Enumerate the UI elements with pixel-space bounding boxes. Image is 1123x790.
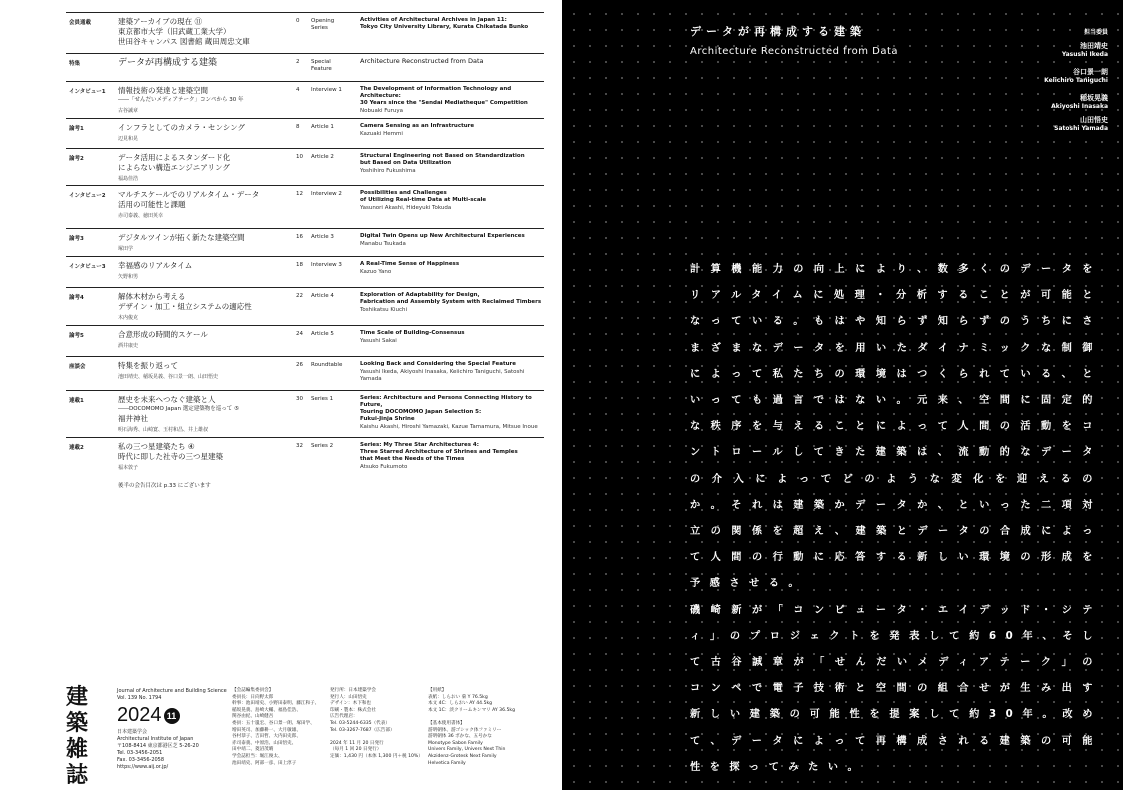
- toc-series: Article 3: [311, 234, 334, 240]
- toc-category: 論考5: [69, 333, 84, 339]
- toc-en-title: Possibilities and Challenges of Utilizing Real-time Data at Multi-scale Yasunori Akashi, Hideyuki Tokuda: [360, 190, 544, 212]
- feature-subtitle: Architecture Reconstructed from Data: [690, 46, 899, 57]
- toc-jp-title: 幸福感のリアルタイム 矢野和男: [118, 261, 288, 282]
- journal-name: Journal of Architecture and Building Science Vol. 139 No. 1794: [117, 688, 227, 701]
- toc-en-title: Structural Engineering not Based on Standardization but Based on Data Utilization Yoshihiro Fukushima: [360, 153, 544, 175]
- toc-en-title: Series: Architecture and Persons Connecting History to Future, Touring DOCOMOMO Japan Selection 5: Fukui-Jinja Shrine Kaishu Akashi, Hiroshi Yamazaki, Kazue Tamamura, Mitsue Inoue: [360, 395, 544, 431]
- toc-jp-title: 解体木材から考える デザイン・加工・組立システムの適応性 木内俊克: [118, 292, 288, 323]
- issue-year: 2024 11: [117, 704, 180, 727]
- toc-en-title: A Real-Time Sense of Happiness Kazuo Yano: [360, 261, 544, 276]
- toc-jp-author: 池田靖史、稲坂晃義、谷口景一朗、山田悟史: [118, 374, 219, 380]
- feature-intro-page: [562, 0, 1123, 790]
- editor: 谷口景一朗 Keiichiro Taniguchi: [1044, 68, 1108, 84]
- toc-jp-author: 塚田学: [118, 246, 134, 252]
- toc-row[interactable]: [66, 81, 544, 114]
- toc-category: インタビュー3: [69, 264, 106, 270]
- toc-en-author: Yasunori Akashi, Hideyuki Tokuda: [360, 205, 452, 211]
- publisher-info: 日本建築学会 Architectural Institute of Japan 〒108-8414 東京都港区芝 5-26-20 Tel. 03-3456-2051 Fax. 03-3456-2058 https://www.aij.or.jp/: [117, 729, 199, 770]
- toc-en-author: Kaishu Akashi, Hiroshi Yamazaki, Kazue Tamamura, Mitsue Inoue: [360, 424, 538, 430]
- toc-row[interactable]: [66, 53, 544, 72]
- toc-page: 16: [296, 234, 303, 240]
- toc-series: Interview 1: [311, 87, 342, 93]
- toc-jp-author: 木内俊克: [118, 315, 139, 321]
- toc-series: Article 5: [311, 331, 334, 337]
- toc-en-author: Yasushi Ikeda, Akiyoshi Inasaka, Keiichiro Taniguchi, Satoshi Yamada: [360, 369, 525, 382]
- toc-category: インタビュー1: [69, 89, 106, 95]
- toc-row[interactable]: [66, 185, 544, 219]
- toc-page: 26: [296, 362, 303, 368]
- toc-category: 論考4: [69, 295, 84, 301]
- editor: 山田悟史 Satoshi Yamada: [1054, 116, 1108, 132]
- toc-jp-author: 赤司泰義、徳田英幸: [118, 213, 164, 219]
- feature-title: データが再構成する建築: [690, 25, 866, 38]
- toc-jp-author: 辺見和晃: [118, 136, 139, 142]
- toc-page: 32: [296, 443, 303, 449]
- toc-row[interactable]: [66, 12, 544, 46]
- toc-row[interactable]: [66, 325, 544, 349]
- toc-en-author: Nobuaki Furuya: [360, 108, 404, 114]
- toc-jp-author: 酒井康史: [118, 343, 139, 349]
- toc-jp-title: データ活用によるスタンダード化 によらない構造エンジニアリング 福島佳浩: [118, 153, 288, 184]
- editors-heading: 担当委員: [1083, 29, 1108, 36]
- toc-series: Series 1: [311, 396, 334, 402]
- toc-en-title: Series: My Three Star Architectures 4: Three Starred Architecture of Shrines and Temples that Meet the Needs of the Times Atsuko Fukumoto: [360, 442, 544, 471]
- editor: 稲坂晃義 Akiyoshi Inasaka: [1051, 94, 1108, 110]
- toc-jp-author: 矢野和男: [118, 274, 139, 280]
- toc-en-author: Kazuaki Hemmi: [360, 131, 403, 137]
- toc-en-title: Activities of Architectural Archives in Japan 11: Tokyo City University Library, Kurata Chikatada Bunko: [360, 17, 529, 30]
- toc-jp-title: 合意形成の時間的スケール 酒井康史: [118, 330, 288, 351]
- toc-series: Article 4: [311, 293, 334, 299]
- toc-category: 特集: [69, 61, 81, 67]
- intro-paragraph-1: 計算機能力の向上により、数多くのデータをリアルタイムに処理・分析することが可能となっている。もはや知らず知らずのうちにさまざまなデータを用いたダイナミックな制御によって私たちの環境はつくられている、といっても過言ではない。元来、空間に固定的な秩序を与えることによって人間の活動をコントロールしてきた建築は、流動的なデータの介入によってどのような変化を迎えるのか。それは建築かデータか、といった二項対立の関係を超え、建築とデータの合成によって人間の行動に応答する新しい環境の形成を予感させる。: [690, 264, 1102, 590]
- toc-series: Opening Series: [311, 18, 335, 31]
- toc-row[interactable]: [66, 437, 544, 471]
- toc-jp-author: 明石海秀、山崎寛、玉村和昌、井上雄叔: [118, 427, 209, 433]
- toc-page: 10: [296, 154, 303, 160]
- toc-en-author: Yoshihiro Fukushima: [360, 168, 416, 174]
- toc-row[interactable]: [66, 256, 544, 280]
- toc-jp-title: 建築アーカイブの現在 ⑪ 東京都市大学（旧武蔵工業大学） 世田谷キャンパス 図書館 蔵田周忠文庫: [118, 17, 250, 46]
- toc-jp-title: デジタルツインが拓く新たな建築空間 塚田学: [118, 233, 288, 254]
- toc-row[interactable]: [66, 390, 544, 433]
- toc-jp-title: 情報技術の発達と建築空間 ――「せんだいメディアテーク」コンペから 30 年 古谷誠章: [118, 86, 288, 116]
- toc-en-title: The Development of Information Technology and Architecture: 30 Years since the "Sendai Mediatheque" Competition Nobuaki Furuya: [360, 86, 544, 115]
- toc-en-title: Camera Sensing as an Infrastructure Kazuaki Hemmi: [360, 123, 544, 138]
- toc-category: 座談会: [69, 364, 86, 370]
- toc-series: Article 1: [311, 124, 334, 130]
- toc-jp-title: インフラとしてのカメラ・センシング 辺見和晃: [118, 123, 288, 144]
- contents-note: 後半の会告目次は p.33 にございます: [118, 483, 211, 489]
- toc-series: Special Feature: [311, 59, 332, 72]
- toc-page: 18: [296, 262, 303, 268]
- toc-en-author: Manabu Tsukada: [360, 241, 406, 247]
- intro-paragraph-2: 磯崎新が「コンピュータ・エイデッド・シティ」のプロジェクトを発表して約60年、そして古谷誠章が「せんだいメディアテーク」のコンペで電子技術と空間の組合せが生み出す新しい建築の可能性を提案して約30年。改めて、データによって再構成される建築の可能性を探ってみたい。: [690, 604, 1102, 773]
- toc-series: Interview 2: [311, 191, 342, 197]
- toc-category: 論考3: [69, 236, 84, 242]
- toc-category: 論考2: [69, 156, 84, 162]
- toc-en-title: Time Scale of Building-Consensus Yasushi Sakai: [360, 330, 544, 345]
- toc-en-author: Yasushi Sakai: [360, 338, 397, 344]
- paper-and-fonts: 【用紙】 表紙：しらおい 菊 Y 76.5kg 本文 4C：しらおい AY 44.5kg 本文 1C：淡クリームキンマリ AY 36.5kg 【基本使用書体】 游明朝体、游ゴシック体ファミリー 游明朝体 36 ポかな、五号かな Monotype Sabon Family Univers Family, Univers Next Thin Akzidenz-Grotesk Next Family Helvetica Family: [428, 688, 515, 766]
- toc-row[interactable]: [66, 356, 544, 382]
- toc-page: 2: [296, 59, 300, 65]
- toc-page: 0: [296, 18, 300, 24]
- toc-page: 22: [296, 293, 303, 299]
- feature-introduction: [690, 257, 1102, 781]
- toc-series: Series 2: [311, 443, 334, 449]
- toc-jp-title: マルチスケールでのリアルタイム・データ 活用の可能性と課題 赤司泰義、徳田英幸: [118, 190, 288, 221]
- toc-page: 24: [296, 331, 303, 337]
- toc-row[interactable]: [66, 148, 544, 182]
- toc-category: 連載2: [69, 445, 84, 451]
- toc-jp-title: 私の三つ星建築たち ④ 時代に即した社寺の三つ星建築 福本敦子: [118, 442, 288, 473]
- toc-page: 8: [296, 124, 300, 130]
- toc-en-title: Exploration of Adaptability for Design, Fabrication and Assembly System with Reclaimed Timbers Toshikatsu Kiuchi: [360, 292, 544, 314]
- editorial-committee: 【会誌編集委員会】 委員長：日向野太郎 幹事：池田靖史、小野田泰明、藤江和子、 稲坂晃義、島崎大輔、福島佳浩、 関谷由紀、山崎健吾 委員：五十嵐宏、谷口景一朗、塚田学、 増田英司、加藤耕一、大月敏雄、 谷村恭子、吉田哲、大内田史郎、 赤司泰義、中原浩、山田悟史、 田中靖二、菱沼茂晴 学会誌担当：堀江俊太、 池田靖史、阿部一彦、田上淳子: [232, 688, 320, 766]
- toc-series: Roundtable: [311, 362, 343, 368]
- toc-page: 30: [296, 396, 303, 402]
- toc-page: 4: [296, 87, 300, 93]
- publication-info: 発行所：日本建築学会 発行人：山田悟史 デザイン：木下和也 印刷・製本：株式会社 広告代理店： Tel. 03-5244-6335（代表） Tel. 03-3267-7687（広告部） 2024 年 11 月 20 日発行 （毎月 1 回 20 日発行） 定価：1,430 円（本体 1,300 円＋税 10%）: [330, 688, 423, 759]
- toc-page: 12: [296, 191, 303, 197]
- toc-row[interactable]: [66, 118, 544, 142]
- toc-row[interactable]: [66, 228, 544, 252]
- toc-jp-title: 歴史を未来へつなぐ建築と人 ――DOCOMOMO Japan 選定建築物を巡って ⑤ 福井神社 明石海秀、山崎寛、玉村和昌、井上雄叔: [118, 395, 288, 435]
- issue-number-badge: 11: [164, 708, 180, 724]
- toc-category: 論考1: [69, 126, 84, 132]
- toc-row[interactable]: [66, 287, 544, 321]
- toc-en-title: Digital Twin Opens up New Architectural Experiences Manabu Tsukada: [360, 233, 544, 248]
- toc-en-author: Atsuko Fukumoto: [360, 464, 408, 470]
- toc-jp-author: 福本敦子: [118, 465, 139, 471]
- toc-jp-title: 特集を振り返って 池田靖史、稲坂晃義、谷口景一朗、山田悟史: [118, 361, 288, 382]
- toc-en-author: Toshikatsu Kiuchi: [360, 307, 408, 313]
- toc-category: 会員通載: [69, 20, 92, 26]
- toc-jp-author: 福島佳浩: [118, 176, 139, 182]
- toc-jp-author: 古谷誠章: [118, 108, 139, 114]
- editor: 池田靖史 Yasushi Ikeda: [1061, 42, 1108, 58]
- magazine-logo: 建 築 雑 誌: [66, 684, 89, 788]
- toc-category: 連載1: [69, 398, 84, 404]
- toc-en-title: Looking Back and Considering the Special Feature Yasushi Ikeda, Akiyoshi Inasaka, Keiichiro Taniguchi, Satoshi Yamada: [360, 361, 544, 383]
- toc-series: Interview 3: [311, 262, 342, 268]
- toc-en-author: Kazuo Yano: [360, 269, 392, 275]
- toc-en-title: Architecture Reconstructed from Data: [360, 57, 484, 65]
- toc-category: インタビュー2: [69, 193, 106, 199]
- toc-jp-title: データが再構成する建築: [118, 58, 218, 68]
- toc-series: Article 2: [311, 154, 334, 160]
